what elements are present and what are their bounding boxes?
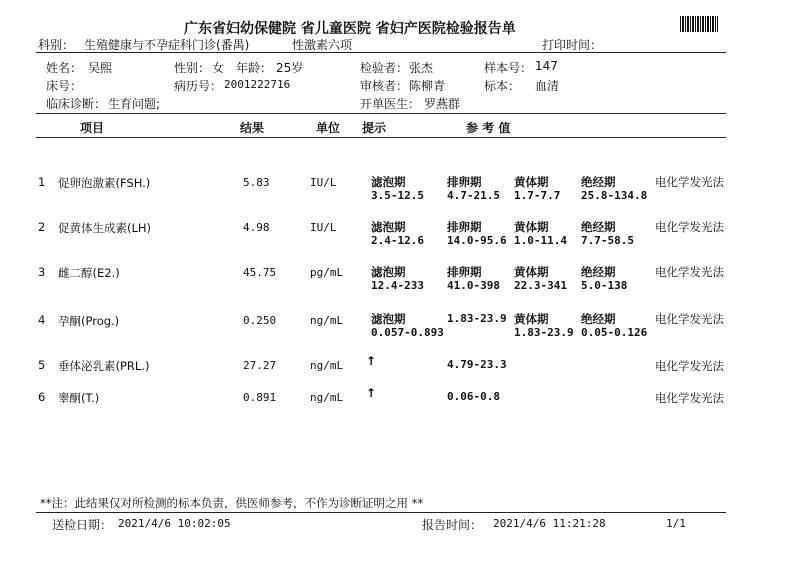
ref-phase-value: 0.05-0.126	[581, 326, 648, 339]
department-label: 科别：	[38, 38, 75, 52]
footer-note: **注：此结果仅对所检测的标本负责，供医师参考，不作为诊断证明之用 **	[40, 496, 424, 510]
ref-phase-value: 1.0-11.4	[514, 234, 567, 247]
barcode-icon	[680, 16, 718, 32]
received-label: 送检日期：	[52, 518, 113, 532]
ref-phase-label: 黄体期	[514, 312, 549, 326]
specimen-label: 标本：	[484, 79, 521, 93]
ref-phase-label: 绝经期	[581, 312, 616, 326]
diagnosis-label: 临床诊断：	[46, 97, 107, 111]
patient-sex: 女	[212, 61, 225, 75]
report-title: 广东省妇幼保健院 省儿童医院 省妇产医院检验报告单	[184, 21, 516, 37]
ref-phase-label: 滤泡期	[371, 175, 406, 189]
reviewer-label: 审核者：	[360, 79, 409, 93]
item-name: 睾酮(T.)	[58, 391, 100, 405]
ref-phase-label: 排卵期	[447, 220, 482, 234]
ref-phase-value: 22.3-341	[514, 279, 567, 292]
ref-phase-value: 41.0-398	[447, 279, 500, 292]
ref-phase-value: 14.0-95.6	[447, 234, 507, 247]
table-header-divider	[36, 137, 726, 138]
high-flag-arrow-icon: ↑	[366, 386, 377, 400]
unit: ng/mL	[310, 359, 344, 372]
method: 电化学发光法	[655, 391, 724, 405]
col-header-hint: 提示	[362, 121, 387, 135]
panel-name: 性激素六项	[292, 38, 353, 52]
ref-phase-value: 2.4-12.6	[371, 234, 424, 247]
item-name: 雌二醇(E2.)	[58, 266, 120, 280]
record-no-label: 病历号：	[174, 79, 223, 93]
ref-phase-label: 排卵期	[447, 265, 482, 279]
ref-phase-value: 25.8-134.8	[581, 189, 648, 202]
print-time-label: 打印时间：	[542, 38, 603, 52]
row-number: 1	[38, 175, 46, 189]
received-time: 2021/4/6 10:02:05	[118, 517, 231, 530]
unit: pg/mL	[310, 266, 344, 279]
tester: 张杰	[409, 61, 434, 75]
result-value: 0.891	[243, 391, 277, 404]
ref-phase-value: 5.0-138	[581, 279, 628, 292]
ref-phase-label: 滤泡期	[371, 220, 406, 234]
patient-name: 吴熙	[88, 61, 113, 75]
ref-phase-label: 绝经期	[581, 265, 616, 279]
ref-phase-label: 黄体期	[514, 220, 549, 234]
diagnosis: 生育问题;	[108, 97, 161, 111]
unit: IU/L	[310, 221, 337, 234]
result-value: 4.98	[243, 221, 270, 234]
header-divider	[36, 52, 726, 53]
unit: IU/L	[310, 176, 337, 189]
report-time: 2021/4/6 11:21:28	[493, 517, 606, 530]
ref-phase-label: 黄体期	[514, 175, 549, 189]
ordering-doctor: 罗燕群	[424, 97, 461, 111]
row-number: 5	[38, 358, 46, 372]
method: 电化学发光法	[655, 265, 724, 279]
ref-range: 0.06-0.8	[447, 390, 500, 403]
item-name: 孕酮(Prog.)	[58, 314, 120, 328]
ref-phase-value: 1.83-23.9	[447, 312, 507, 325]
ref-phase-value: 0.057-0.893	[371, 326, 444, 339]
bed-label: 床号：	[46, 79, 83, 93]
method: 电化学发光法	[655, 175, 724, 189]
ordering-doctor-label: 开单医生：	[360, 97, 421, 111]
info-divider	[36, 113, 726, 114]
ref-phase-value: 3.5-12.5	[371, 189, 424, 202]
ref-phase-label: 排卵期	[447, 175, 482, 189]
method: 电化学发光法	[655, 312, 724, 326]
result-value: 5.83	[243, 176, 270, 189]
sex-label: 性别：	[174, 61, 211, 75]
sample-no: 147	[535, 59, 558, 73]
specimen: 血清	[535, 79, 560, 93]
col-header-item: 项目	[80, 121, 105, 135]
row-number: 2	[38, 220, 46, 234]
ref-range: 4.79-23.3	[447, 358, 507, 371]
ref-phase-label: 黄体期	[514, 265, 549, 279]
ref-phase-value: 12.4-233	[371, 279, 424, 292]
row-number: 6	[38, 390, 46, 404]
row-number: 4	[38, 313, 46, 327]
ref-phase-label: 绝经期	[581, 175, 616, 189]
name-label: 姓名：	[46, 61, 83, 75]
unit: ng/mL	[310, 314, 344, 327]
sample-no-label: 样本号：	[484, 61, 533, 75]
col-header-reference: 参 考 值	[466, 121, 511, 135]
footer-divider	[36, 512, 726, 513]
patient-age: 25岁	[276, 61, 304, 75]
method: 电化学发光法	[655, 220, 724, 234]
report-time-label: 报告时间：	[422, 518, 483, 532]
high-flag-arrow-icon: ↑	[366, 354, 377, 368]
page-number: 1/1	[666, 517, 686, 530]
col-header-unit: 单位	[316, 121, 341, 135]
method: 电化学发光法	[655, 359, 724, 373]
result-value: 0.250	[243, 314, 277, 327]
ref-phase-label: 滤泡期	[371, 265, 406, 279]
result-value: 27.27	[243, 359, 277, 372]
unit: ng/mL	[310, 391, 344, 404]
age-label: 年龄：	[236, 61, 273, 75]
ref-phase-label: 滤泡期	[371, 312, 406, 326]
col-header-result: 结果	[240, 121, 265, 135]
row-number: 3	[38, 265, 46, 279]
ref-phase-value: 4.7-21.5	[447, 189, 500, 202]
ref-phase-value: 1.7-7.7	[514, 189, 561, 202]
ref-phase-value: 7.7-58.5	[581, 234, 634, 247]
item-name: 垂体泌乳素(PRL.)	[58, 359, 150, 373]
item-name: 促卵泡激素(FSH.)	[58, 176, 151, 190]
ref-phase-label: 绝经期	[581, 220, 616, 234]
result-value: 45.75	[243, 266, 277, 279]
record-no: 2001222716	[224, 78, 291, 91]
tester-label: 检验者：	[360, 61, 409, 75]
reviewer: 陈柳青	[409, 79, 446, 93]
department: 生殖健康与不孕症科门诊(番禺)	[84, 38, 250, 52]
item-name: 促黄体生成素(LH)	[58, 221, 152, 235]
ref-phase-value: 1.83-23.9	[514, 326, 574, 339]
